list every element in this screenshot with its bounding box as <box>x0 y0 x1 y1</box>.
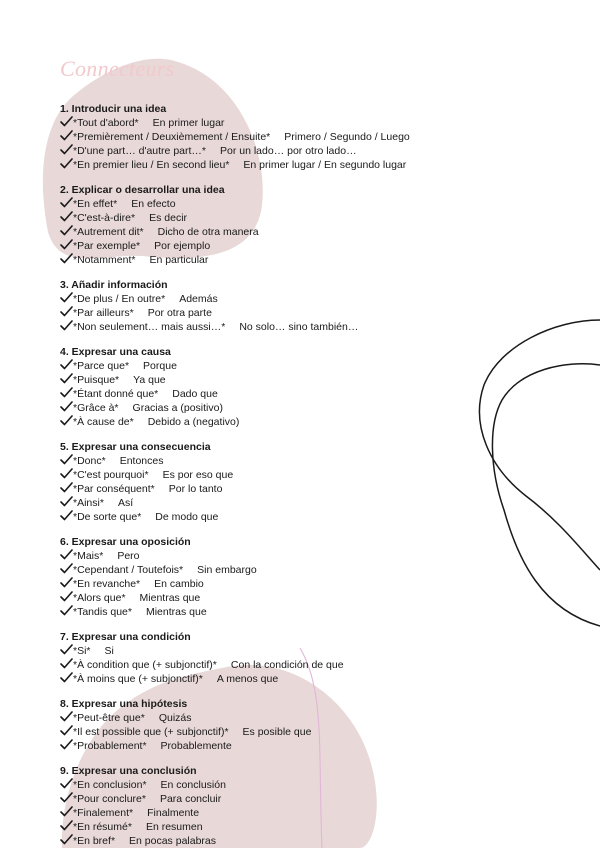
french-connector: *En résumé* <box>73 821 132 833</box>
connector-item <box>60 563 480 577</box>
spanish-translation: Dicho de otra manera <box>157 226 259 238</box>
connector-item <box>60 387 480 401</box>
french-connector: *Autrement dit* <box>73 226 144 238</box>
french-connector: *Cependant / Toutefois* <box>73 564 184 576</box>
spanish-translation: Si <box>104 645 114 657</box>
connector-item <box>60 496 480 510</box>
section-8 <box>60 698 480 753</box>
spanish-translation: En resumen <box>145 821 203 833</box>
checkmark-icon <box>60 672 73 683</box>
checkmark-icon <box>60 130 73 141</box>
french-connector: *Peut-être que* <box>73 712 145 724</box>
checkmark-icon <box>60 306 73 317</box>
connector-item <box>60 711 480 725</box>
checkmark-icon <box>60 644 73 655</box>
section-heading: 6. Expresar una oposición <box>60 536 191 548</box>
connector-item <box>60 806 480 820</box>
section-9 <box>60 765 480 848</box>
connector-item <box>60 834 480 848</box>
spanish-translation: Debido a (negativo) <box>147 416 240 428</box>
connector-item <box>60 792 480 806</box>
french-connector: *Ainsi* <box>73 497 104 509</box>
connector-item <box>60 510 480 524</box>
checkmark-icon <box>60 820 73 831</box>
spanish-translation: A menos que <box>216 673 279 685</box>
section-3 <box>60 279 480 334</box>
checkmark-icon <box>60 711 73 722</box>
french-connector: *Probablement* <box>73 740 147 752</box>
french-connector: *En effet* <box>73 198 118 210</box>
french-connector: *En premier lieu / En second lieu* <box>73 159 230 171</box>
checkmark-icon <box>60 468 73 479</box>
section-4 <box>60 346 480 429</box>
spanish-translation: En cambio <box>154 578 204 590</box>
spanish-translation: Ya que <box>133 374 166 386</box>
french-connector: *Parce que* <box>73 360 130 372</box>
french-connector: *En revanche* <box>73 578 141 590</box>
french-connector: *Pour conclure* <box>73 793 146 805</box>
section-7 <box>60 631 480 686</box>
spanish-translation: Primero / Segundo / Luego <box>284 131 410 143</box>
spanish-translation: Por otra parte <box>147 307 212 319</box>
french-connector: *C'est pourquoi* <box>73 469 149 481</box>
connector-item <box>60 239 480 253</box>
spanish-translation: Así <box>117 497 134 509</box>
french-connector: *Si* <box>73 645 91 657</box>
french-connector: *Par ailleurs* <box>73 307 134 319</box>
spanish-translation: Gracias a (positivo) <box>132 402 223 414</box>
outline-loop-outer <box>480 320 600 570</box>
connector-item <box>60 577 480 591</box>
french-connector: *Non seulement… mais aussi…* <box>73 321 226 333</box>
french-connector: *Notamment* <box>73 254 136 266</box>
checkmark-icon <box>60 116 73 127</box>
checkmark-icon <box>60 373 73 384</box>
spanish-translation: Por un lado… por otro lado… <box>220 145 357 157</box>
connector-item <box>60 672 480 686</box>
french-connector: *Tandis que* <box>73 606 132 618</box>
connector-item <box>60 158 480 172</box>
checkmark-icon <box>60 591 73 602</box>
checkmark-icon <box>60 549 73 560</box>
checkmark-icon <box>60 225 73 236</box>
spanish-translation: No solo… sino también… <box>239 321 359 333</box>
french-connector: *Finalement* <box>73 807 134 819</box>
spanish-translation: Finalmente <box>147 807 200 819</box>
french-connector: *De plus / En outre* <box>73 293 166 305</box>
spanish-translation: Entonces <box>119 455 164 467</box>
checkmark-icon <box>60 320 73 331</box>
spanish-translation: Probablemente <box>160 740 232 752</box>
checkmark-icon <box>60 211 73 222</box>
checkmark-icon <box>60 658 73 669</box>
french-connector: *À moins que (+ subjonctif)* <box>73 673 203 685</box>
connector-item <box>60 591 480 605</box>
section-heading: 5. Expresar una consecuencia <box>60 441 211 453</box>
french-connector: *Puisque* <box>73 374 120 386</box>
checkmark-icon <box>60 739 73 750</box>
french-connector: *Premièrement / Deuxièmement / Ensuite* <box>73 131 271 143</box>
connector-item <box>60 253 480 267</box>
french-connector: *Étant donné que* <box>73 388 159 400</box>
checkmark-icon <box>60 496 73 507</box>
connector-item <box>60 778 480 792</box>
section-heading: 1. Introducir una idea <box>60 103 167 115</box>
connector-item <box>60 549 480 563</box>
spanish-translation: Por ejemplo <box>154 240 211 252</box>
checkmark-icon <box>60 482 73 493</box>
spanish-translation: En conclusión <box>160 779 226 791</box>
french-connector: *Il est possible que (+ subjonctif)* <box>73 726 229 738</box>
checkmark-icon <box>60 292 73 303</box>
spanish-translation: Además <box>179 293 218 305</box>
outline-loop-inner <box>492 364 600 626</box>
section-heading: 3. Añadir información <box>60 279 168 291</box>
checkmark-icon <box>60 197 73 208</box>
connector-item <box>60 482 480 496</box>
spanish-translation: En primer lugar / En segundo lugar <box>243 159 407 171</box>
checkmark-icon <box>60 401 73 412</box>
spanish-translation: Es posible que <box>242 726 312 738</box>
spanish-translation: En pocas palabras <box>129 835 217 847</box>
checkmark-icon <box>60 725 73 736</box>
connector-item <box>60 197 480 211</box>
checkmark-icon <box>60 806 73 817</box>
checkmark-icon <box>60 415 73 426</box>
french-connector: *Mais* <box>73 550 104 562</box>
section-6 <box>60 536 480 619</box>
checkmark-icon <box>60 792 73 803</box>
section-heading: 7. Expresar una condición <box>60 631 191 643</box>
checkmark-icon <box>60 253 73 264</box>
connector-item <box>60 468 480 482</box>
spanish-translation: Mientras que <box>139 592 201 604</box>
connector-item <box>60 373 480 387</box>
french-connector: *Par conséquent* <box>73 483 155 495</box>
page-title: Connecteurs <box>60 56 175 81</box>
connector-item <box>60 320 480 334</box>
french-connector: *C'est-à-dire* <box>73 212 136 224</box>
spanish-translation: En particular <box>149 254 209 266</box>
spanish-translation: Porque <box>143 360 177 372</box>
checkmark-icon <box>60 454 73 465</box>
spanish-translation: Dado que <box>172 388 218 400</box>
french-connector: *Alors que* <box>73 592 126 604</box>
french-connector: *À condition que (+ subjonctif)* <box>73 659 217 671</box>
connector-item <box>60 292 480 306</box>
french-connector: *À cause de* <box>73 416 134 428</box>
spanish-translation: Pero <box>117 550 140 562</box>
connector-list <box>60 103 480 860</box>
french-connector: *D'une part… d'autre part…* <box>73 145 206 157</box>
checkmark-icon <box>60 577 73 588</box>
section-heading: 2. Explicar o desarrollar una idea <box>60 184 225 196</box>
checkmark-icon <box>60 834 73 845</box>
connector-item <box>60 306 480 320</box>
connector-item <box>60 130 480 144</box>
french-connector: *En conclusion* <box>73 779 147 791</box>
spanish-translation: Sin embargo <box>197 564 257 576</box>
connector-item <box>60 225 480 239</box>
spanish-translation: Es por eso que <box>162 469 234 481</box>
connector-item <box>60 401 480 415</box>
french-connector: *En bref* <box>73 835 116 847</box>
spanish-translation: Con la condición de que <box>230 659 344 671</box>
connector-item <box>60 454 480 468</box>
connector-item <box>60 820 480 834</box>
connector-item <box>60 644 480 658</box>
checkmark-icon <box>60 563 73 574</box>
connector-item <box>60 359 480 373</box>
spanish-translation: En primer lugar <box>152 117 225 129</box>
connector-item <box>60 144 480 158</box>
french-connector: *Grâce à* <box>73 402 119 414</box>
checkmark-icon <box>60 158 73 169</box>
spanish-translation: En efecto <box>131 198 176 210</box>
checkmark-icon <box>60 605 73 616</box>
section-1 <box>60 103 480 172</box>
section-heading: 4. Expresar una causa <box>60 346 171 358</box>
french-connector: *Tout d'abord* <box>73 117 139 129</box>
section-2 <box>60 184 480 267</box>
checkmark-icon <box>60 778 73 789</box>
spanish-translation: Por lo tanto <box>168 483 223 495</box>
spanish-translation: Es decir <box>149 212 188 224</box>
checkmark-icon <box>60 239 73 250</box>
spanish-translation: De modo que <box>155 511 219 523</box>
connector-item <box>60 725 480 739</box>
section-heading: 9. Expresar una conclusión <box>60 765 197 777</box>
checkmark-icon <box>60 510 73 521</box>
connector-item <box>60 415 480 429</box>
connector-item <box>60 605 480 619</box>
french-connector: *Donc* <box>73 455 106 467</box>
french-connector: *Par exemple* <box>73 240 141 252</box>
section-heading: 8. Expresar una hipótesis <box>60 698 188 710</box>
connector-item <box>60 116 480 130</box>
spanish-translation: Quizás <box>158 712 192 724</box>
checkmark-icon <box>60 359 73 370</box>
spanish-translation: Para concluir <box>159 793 222 805</box>
checkmark-icon <box>60 144 73 155</box>
section-5 <box>60 441 480 524</box>
connector-item <box>60 211 480 225</box>
connector-item <box>60 739 480 753</box>
connector-item <box>60 658 480 672</box>
spanish-translation: Mientras que <box>145 606 207 618</box>
checkmark-icon <box>60 387 73 398</box>
french-connector: *De sorte que* <box>73 511 142 523</box>
